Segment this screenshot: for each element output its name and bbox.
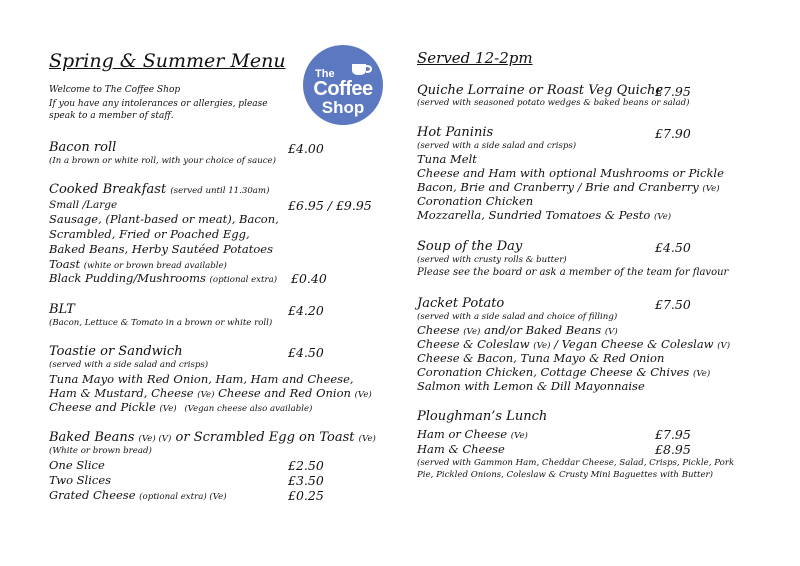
ploughman-item-1-note: (Ve) xyxy=(510,431,528,441)
potato-line-2b: (Ve) xyxy=(533,341,551,351)
toastie-price: £4.50 xyxy=(288,345,324,360)
grated-cheese xyxy=(49,488,227,502)
soup-note: Please see the board or ask a member of the team for flavour xyxy=(417,267,729,278)
beans-name-d: (Ve) xyxy=(358,434,376,444)
breakfast-toast xyxy=(49,257,227,271)
potato-desc: (served with a side salad and choice of filling) xyxy=(417,312,618,322)
toastie-line-3c: (Vegan cheese also available) xyxy=(184,404,313,414)
potato-name: Jacket Potato xyxy=(417,296,505,311)
bacon-roll-desc: (In a brown or white roll, with your choice of sauce) xyxy=(49,156,276,166)
beans-name-a: Baked Beans xyxy=(49,430,135,445)
toastie-line-2a: Ham & Mustard, Cheese xyxy=(49,386,194,400)
ploughman-item-2: Ham & Cheese xyxy=(417,442,505,456)
potato-line-1d: (V) xyxy=(604,327,618,337)
paninis-line-2: Cheese and Ham with optional Mushrooms or Pickle xyxy=(417,166,724,180)
paninis-price: £7.90 xyxy=(655,126,691,141)
served-heading: Served 12-2pm xyxy=(417,49,533,67)
paninis-line-5 xyxy=(417,208,671,222)
toastie-line-2b: (Ve) xyxy=(197,390,215,400)
potato-line-1c: and/or Baked Beans xyxy=(484,323,602,337)
pudding-label: Black Pudding/Mushrooms xyxy=(49,271,206,285)
paninis-line-3 xyxy=(417,180,720,194)
potato-line-4 xyxy=(417,365,710,379)
bacon-roll-price: £4.00 xyxy=(288,141,324,156)
paninis-name: Hot Paninis xyxy=(417,125,494,140)
potato-line-1 xyxy=(417,323,618,337)
beans-item-2: Two Slices xyxy=(49,473,112,487)
breakfast-line-1: Sausage, (Plant-based or meat), Bacon, xyxy=(49,212,279,226)
toastie-line-3b: (Ve) xyxy=(159,404,177,414)
toastie-line-1: Tuna Mayo with Red Onion, Ham, Ham and Cheese, xyxy=(49,372,354,386)
bacon-roll-name: Bacon roll xyxy=(49,140,117,155)
ploughman-desc-2: Pie, Pickled Onions, Coleslaw & Crusty Mini Baguettes with Butter) xyxy=(417,470,713,480)
ploughman-item-1-label: Ham or Cheese xyxy=(417,427,508,441)
logo-shop: Shop xyxy=(321,98,365,117)
paninis-line-5a: Mozzarella, Sundried Tomatoes & Pesto xyxy=(417,208,651,222)
potato-line-4b: (Ve) xyxy=(692,369,711,379)
potato-line-2d: (V) xyxy=(717,341,731,351)
breakfast-size: Small /Large xyxy=(49,199,118,211)
welcome-line-2: If you have any intolerances or allergies, please xyxy=(49,99,268,109)
paninis-line-4: Coronation Chicken xyxy=(417,194,534,208)
toastie-desc: (served with a side salad and crisps) xyxy=(49,360,209,370)
paninis-line-3b: (Ve) xyxy=(702,184,720,194)
ploughman-item-1 xyxy=(417,427,528,441)
quiche-price: £7.95 xyxy=(655,84,691,99)
welcome-line-3: speak to a member of staff. xyxy=(49,111,174,121)
paninis-line-3a: Bacon, Brie and Cranberry / Brie and Cranberry xyxy=(417,180,699,194)
beans-item-2-price: £3.50 xyxy=(288,473,324,488)
breakfast-title: Cooked Breakfast xyxy=(49,182,167,197)
ploughman-item-2-price: £8.95 xyxy=(655,442,691,457)
potato-price: £7.50 xyxy=(655,297,691,312)
welcome-line-1: Welcome to The Coffee Shop xyxy=(49,85,181,95)
potato-line-3: Cheese & Bacon, Tuna Mayo & Red Onion xyxy=(417,351,665,365)
breakfast-line-3: Baked Beans, Herby Sautéed Potatoes xyxy=(49,242,273,256)
breakfast-price: £6.95 / £9.95 xyxy=(288,198,372,213)
ploughman-name: Ploughman’s Lunch xyxy=(417,409,548,424)
blt-price: £4.20 xyxy=(288,303,324,318)
ploughman-desc-1: (served with Gammon Ham, Cheddar Cheese, Salad, Crisps, Pickle, Pork xyxy=(417,458,735,468)
coffee-cup-icon xyxy=(351,61,373,77)
potato-line-2 xyxy=(417,337,730,351)
toastie-line-2d: (Ve) xyxy=(354,390,372,400)
beans-name xyxy=(49,430,376,445)
beans-desc: (White or brown bread) xyxy=(49,446,152,456)
breakfast-pudding xyxy=(49,271,277,285)
beans-name-c: or Scrambled Egg on Toast xyxy=(175,430,355,445)
toastie-name: Toastie or Sandwich xyxy=(49,344,183,359)
paninis-line-1: Tuna Melt xyxy=(417,152,477,166)
potato-line-2a: Cheese & Coleslaw xyxy=(417,337,530,351)
breakfast-line-2: Scrambled, Fried or Poached Egg, xyxy=(49,227,250,241)
grated-note: (optional extra) (Ve) xyxy=(139,492,227,502)
toast-note: (white or brown bread available) xyxy=(83,261,227,271)
logo-coffee: Coffee xyxy=(313,78,373,100)
paninis-line-5b: (Ve) xyxy=(653,212,672,222)
soup-price: £4.50 xyxy=(655,240,691,255)
potato-line-2c: / Vegan Cheese & Coleslaw xyxy=(554,337,714,351)
potato-line-1a: Cheese xyxy=(417,323,460,337)
toastie-line-3a: Cheese and Pickle xyxy=(49,400,156,414)
beans-name-b: (Ve) (V) xyxy=(138,434,172,444)
paninis-desc: (served with a side salad and crisps) xyxy=(417,141,577,151)
breakfast-served: (served until 11.30am) xyxy=(170,186,270,196)
grated-price: £0.25 xyxy=(288,488,324,503)
pudding-price: £0.40 xyxy=(291,271,327,286)
quiche-desc: (served with seasoned potato wedges & baked beans or salad) xyxy=(417,98,690,108)
soup-name: Soup of the Day xyxy=(417,239,523,254)
grated-label: Grated Cheese xyxy=(49,488,136,502)
toastie-line-2 xyxy=(49,386,372,400)
soup-desc: (served with crusty rolls & butter) xyxy=(417,255,567,265)
blt-name: BLT xyxy=(49,302,75,317)
quiche-name: Quiche Lorraine or Roast Veg Quiche xyxy=(417,83,664,98)
logo-the: The xyxy=(315,68,335,80)
toastie-line-2c: Cheese and Red Onion xyxy=(218,386,351,400)
toastie-line-3 xyxy=(49,400,312,414)
coffee-shop-logo xyxy=(303,45,383,125)
pudding-note: (optional extra) xyxy=(209,275,278,285)
potato-line-5: Salmon with Lemon & Dill Mayonnaise xyxy=(417,379,645,393)
potato-line-4a: Coronation Chicken, Cottage Cheese & Chives xyxy=(417,365,690,379)
blt-desc: (Bacon, Lettuce & Tomato in a brown or white roll) xyxy=(49,318,273,328)
beans-item-1-price: £2.50 xyxy=(288,458,324,473)
beans-item-1: One Slice xyxy=(49,458,105,472)
potato-line-1b: (Ve) xyxy=(463,327,481,337)
toast-label: Toast xyxy=(49,257,81,271)
ploughman-item-1-price: £7.95 xyxy=(655,427,691,442)
menu-title: Spring & Summer Menu xyxy=(49,50,286,72)
breakfast-name xyxy=(49,182,269,197)
